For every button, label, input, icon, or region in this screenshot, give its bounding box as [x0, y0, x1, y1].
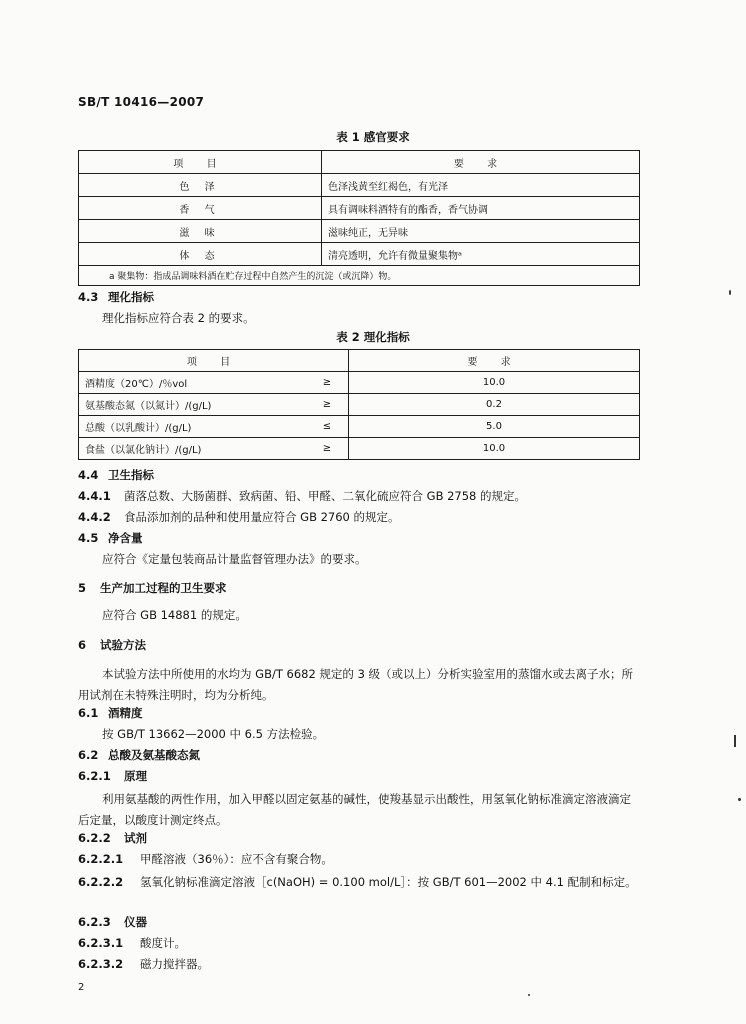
- section-6-2-3-heading: [78, 914, 147, 930]
- section-6-1-heading: [78, 705, 143, 721]
- section-number: 6.2.2: [78, 831, 111, 845]
- table-header-requirement: 要 求: [349, 350, 640, 372]
- scan-speck: [738, 798, 741, 801]
- table-cell-operator: ≤: [306, 416, 349, 438]
- clause-6-2-3-1: [78, 935, 186, 951]
- clause-number: 6.2.3.1: [78, 936, 124, 950]
- clause-text: 甲醛溶液（36％）：应不含有聚合物。: [140, 852, 333, 866]
- table-note-row: [79, 266, 640, 286]
- section-number: 6: [78, 638, 87, 652]
- section-6-2-heading: [78, 747, 200, 763]
- clause-4-4-1: [78, 488, 526, 504]
- section-title: 原理: [124, 769, 147, 783]
- table-row: [79, 394, 640, 416]
- scan-speck: [729, 290, 731, 295]
- table-cell: 色泽浅黄至红褐色，有光泽: [322, 174, 640, 197]
- table-row: [79, 372, 640, 394]
- section-4-4-heading: [78, 467, 154, 483]
- scan-speck: [734, 735, 736, 747]
- table-cell-value: 5.0: [349, 416, 640, 438]
- section-4-5-heading: [78, 530, 143, 546]
- section-6-2-2-heading: [78, 830, 147, 846]
- section-number: 4.5: [78, 531, 99, 545]
- sensory-requirements-table: [78, 150, 640, 286]
- table-cell: 滋味纯正，无异味: [322, 220, 640, 243]
- table-row: [79, 438, 640, 460]
- scan-speck: [528, 994, 530, 996]
- table-cell-value: 10.0: [349, 372, 640, 394]
- table-header-requirement: 要 求: [322, 151, 640, 174]
- section-title: 酒精度: [108, 706, 143, 720]
- table-cell-operator: ≥: [306, 372, 349, 394]
- table-cell-operator: ≥: [306, 394, 349, 416]
- table-cell: 食盐（以氯化钠计）/(g/L): [79, 438, 307, 460]
- table-cell: 具有调味料酒特有的酯香，香气协调: [322, 197, 640, 220]
- section-title: 试验方法: [100, 638, 146, 652]
- table-cell: 色 泽: [79, 174, 322, 197]
- table-header-row: [79, 350, 640, 372]
- section-title: 总酸及氨基酸态氮: [108, 748, 200, 762]
- clause-number: 4.4.1: [78, 489, 111, 503]
- clause-4-4-2: [78, 509, 400, 525]
- section-4-3-text: 理化指标应符合表 2 的要求。: [102, 311, 255, 325]
- table-row: [79, 197, 640, 220]
- table-cell: 香 气: [79, 197, 322, 220]
- table-row: [79, 220, 640, 243]
- clause-text: 氢氧化钠标准滴定溶液［c(NaOH) = 0.100 mol/L］：按 GB/T 601—2002 中 4.1 配制和标定。: [140, 875, 637, 889]
- table-cell: 清亮透明，允许有微量聚集物ᵃ: [322, 243, 640, 266]
- clause-text: 食品添加剂的品种和使用量应符合 GB 2760 的规定。: [124, 510, 400, 524]
- clause-text: 磁力搅拌器。: [140, 957, 209, 971]
- table-cell: 酒精度（20℃）/％vol: [79, 372, 307, 394]
- section-6-heading: [78, 637, 146, 653]
- table2-caption: 表 2 理化指标: [336, 330, 410, 344]
- clause-text: 酸度计。: [140, 936, 186, 950]
- standard-code-header: SB/T 10416—2007: [78, 95, 205, 109]
- section-6-2-1-paragraph: 利用氨基酸的两性作用，加入甲醛以固定氨基的碱性，使羧基显示出酸性，用氢氧化钠标准滴定溶液滴定后定量，以酸度计测定终点。: [78, 792, 631, 827]
- clause-number: 6.2.2.2: [78, 875, 124, 889]
- clause-number: 6.2.3.2: [78, 957, 124, 971]
- section-title: 净含量: [108, 531, 143, 545]
- section-number: 6.2: [78, 748, 99, 762]
- clause-6-2-3-2: [78, 956, 209, 972]
- table-cell: 总酸（以乳酸计）/(g/L): [79, 416, 307, 438]
- table-row: [79, 174, 640, 197]
- section-5-heading: [78, 580, 227, 596]
- table-cell-operator: ≥: [306, 438, 349, 460]
- page-number: 2: [78, 982, 85, 993]
- table-header-item: 项 目: [79, 350, 349, 372]
- section-5-text: 应符合 GB 14881 的规定。: [102, 608, 247, 622]
- table-cell: 氨基酸态氮（以氮计）/(g/L): [79, 394, 307, 416]
- section-number: 6.1: [78, 706, 99, 720]
- section-title: 仪器: [124, 915, 147, 929]
- clause-6-2-2-1: [78, 851, 333, 867]
- section-title: 卫生指标: [108, 468, 154, 482]
- section-4-3-heading: [78, 289, 154, 305]
- table-header-row: [79, 151, 640, 174]
- section-title: 生产加工过程的卫生要求: [100, 581, 227, 595]
- section-4-5-text: 应符合《定量包装商品计量监督管理办法》的要求。: [102, 552, 367, 566]
- section-title: 理化指标: [108, 290, 154, 304]
- clause-6-2-2-2: [78, 872, 640, 893]
- section-6-paragraph: 本试验方法中所使用的水均为 GB/T 6682 规定的 3 级（或以上）分析实验室用的蒸馏水或去离子水；所用试剂在未特殊注明时，均为分析纯。: [78, 667, 634, 702]
- physicochemical-table: [78, 349, 640, 460]
- clause-number: 4.4.2: [78, 510, 111, 524]
- table-header-item: 项 目: [79, 151, 322, 174]
- table-cell: 体 态: [79, 243, 322, 266]
- section-number: 6.2.1: [78, 769, 111, 783]
- section-number: 6.2.3: [78, 915, 111, 929]
- section-6-2-1-heading: [78, 768, 147, 784]
- table1-caption: 表 1 感官要求: [336, 130, 410, 144]
- clause-number: 6.2.2.1: [78, 852, 124, 866]
- table-row: [79, 416, 640, 438]
- table-row: [79, 243, 640, 266]
- section-6-1-text: 按 GB/T 13662—2000 中 6.5 方法检验。: [102, 727, 325, 741]
- section-number: 5: [78, 581, 87, 595]
- section-number: 4.4: [78, 468, 99, 482]
- table-cell-value: 0.2: [349, 394, 640, 416]
- section-number: 4.3: [78, 290, 99, 304]
- table-cell-value: 10.0: [349, 438, 640, 460]
- table-cell: 滋 味: [79, 220, 322, 243]
- section-title: 试剂: [124, 831, 147, 845]
- table-footnote: a 聚集物：指成品调味料酒在贮存过程中自然产生的沉淀（或沉降）物。: [79, 266, 640, 286]
- clause-text: 菌落总数、大肠菌群、致病菌、铅、甲醛、二氧化硫应符合 GB 2758 的规定。: [124, 489, 527, 503]
